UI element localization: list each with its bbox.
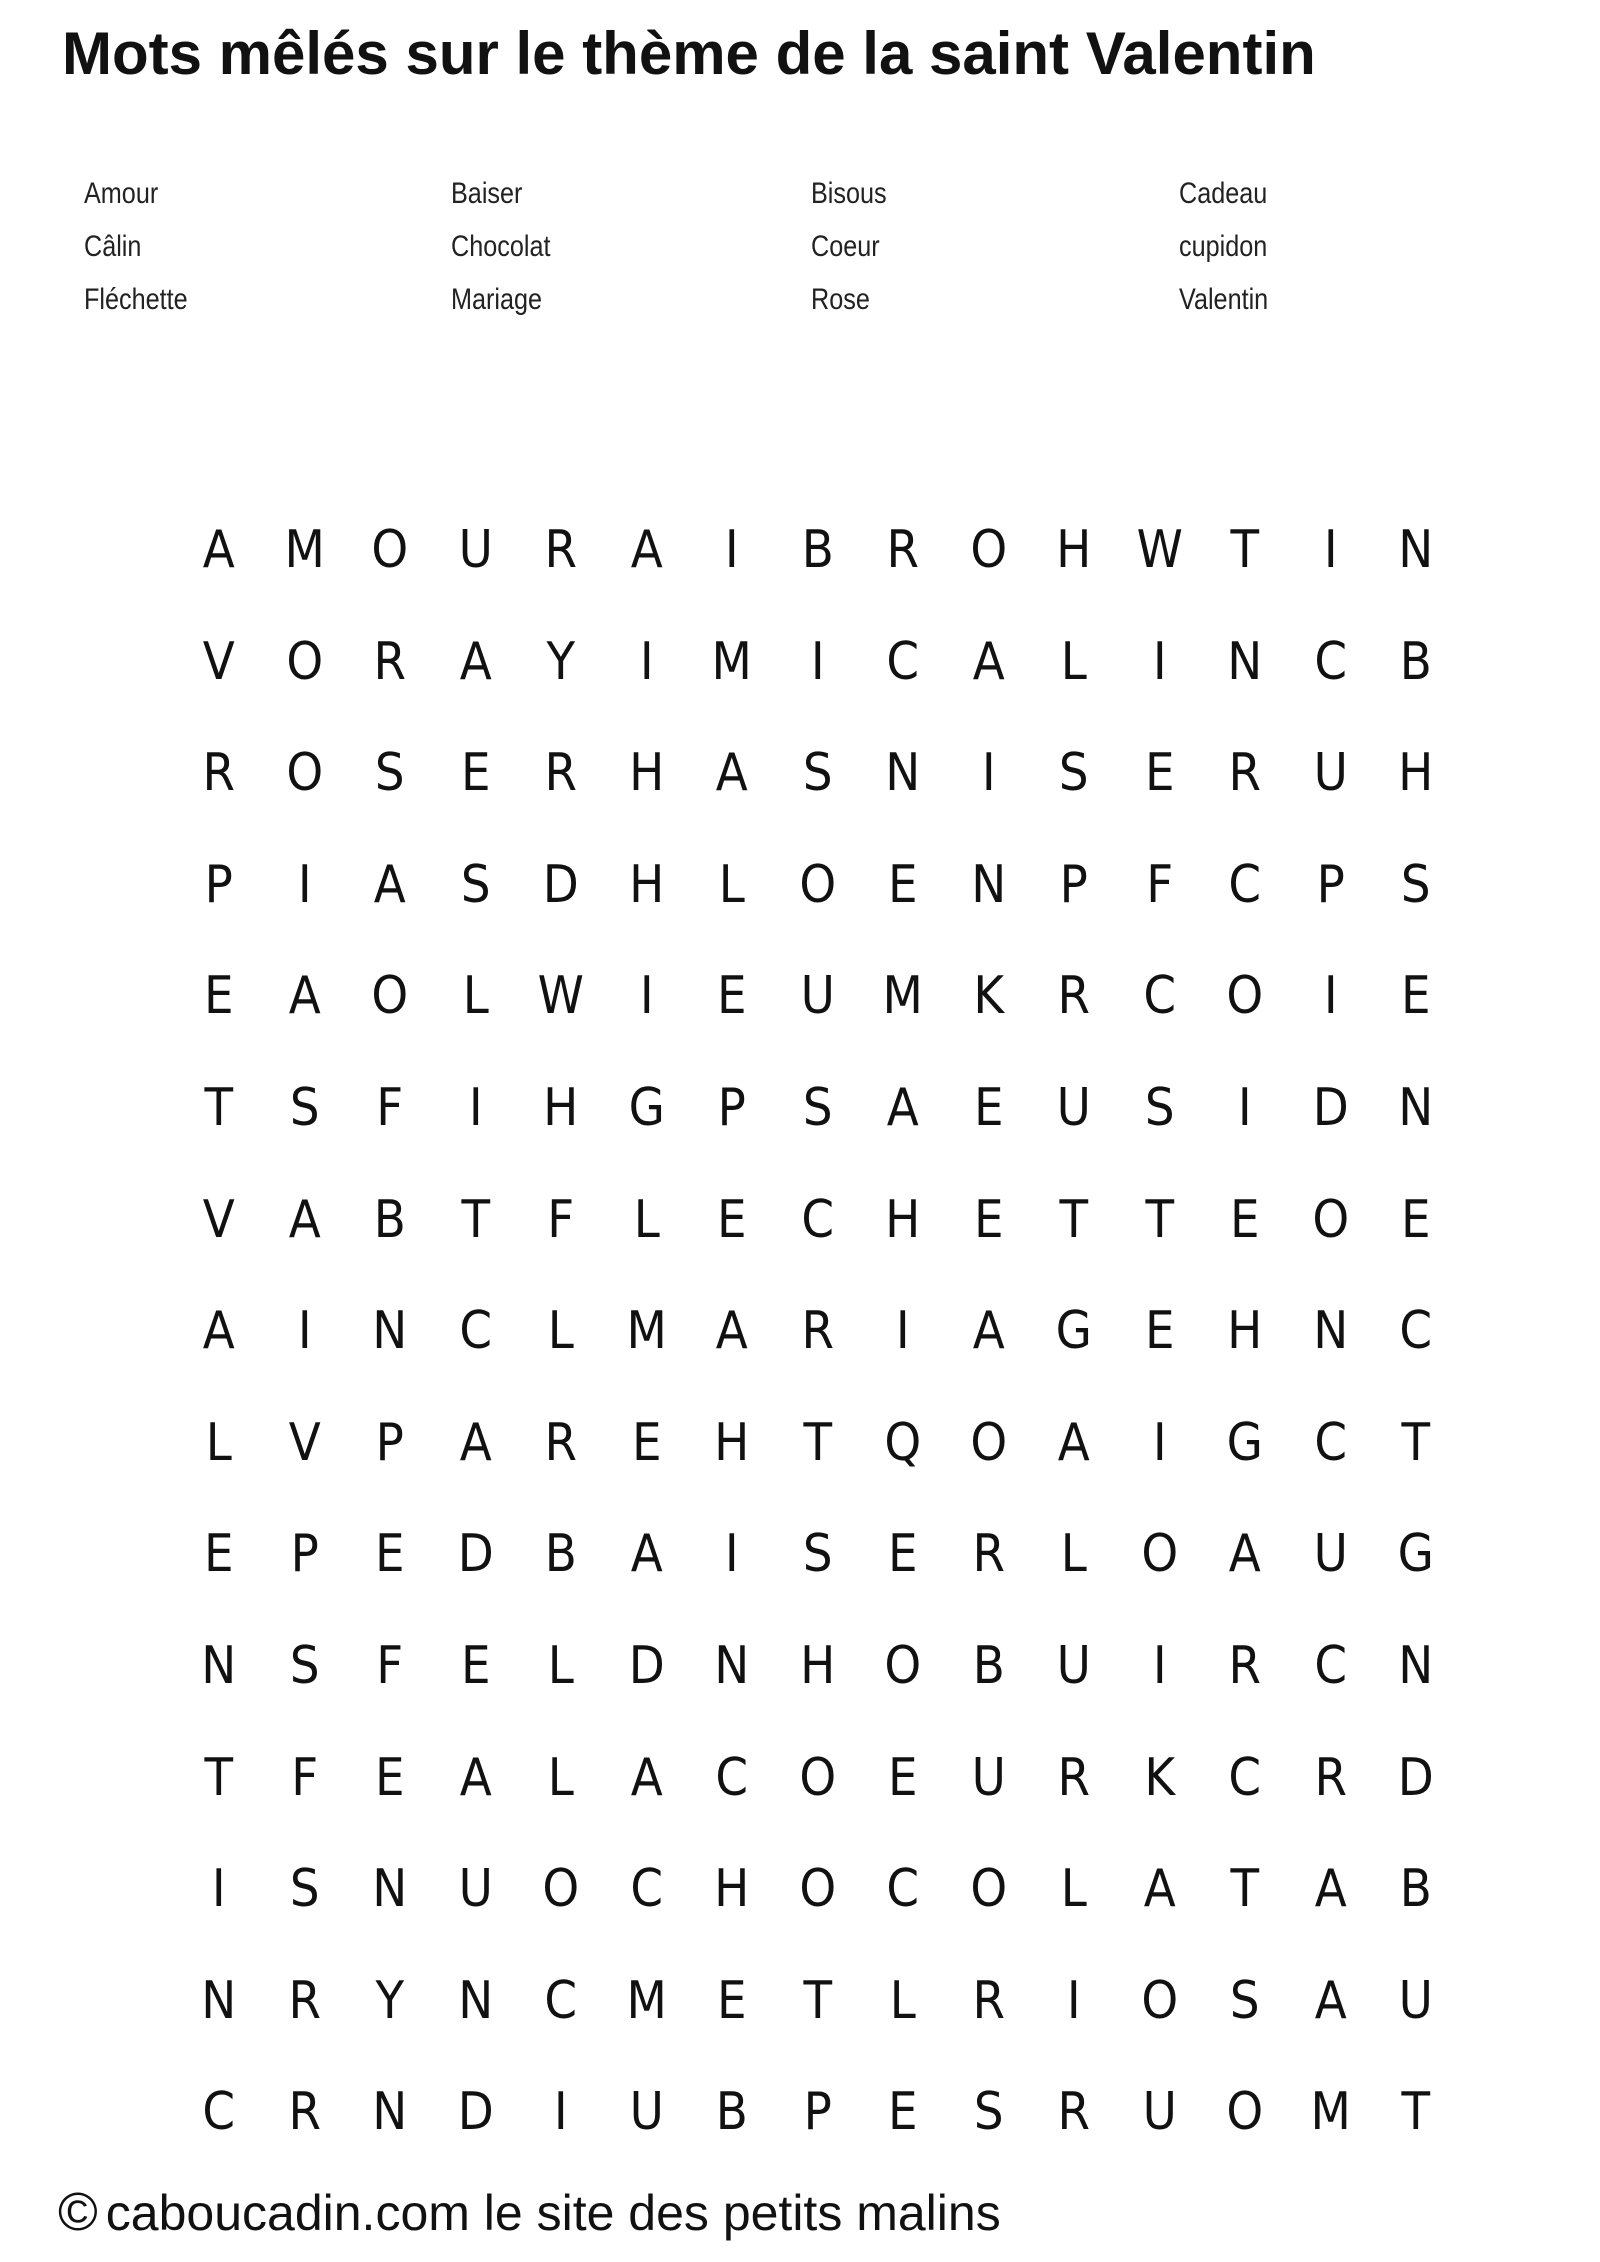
grid-letter: C <box>886 631 920 692</box>
grid-letter: O <box>884 1635 922 1696</box>
grid-letter: I <box>639 631 654 692</box>
grid-letter: N <box>1398 1635 1434 1696</box>
grid-letter: E <box>716 1970 747 2031</box>
grid-letter: A <box>1143 1859 1176 1920</box>
grid-letter: L <box>718 854 745 915</box>
grid-letter: R <box>1057 1747 1091 1808</box>
grid-letter: T <box>204 1077 234 1138</box>
grid-letter: T <box>1059 1189 1089 1250</box>
grid-letter: G <box>628 1077 665 1138</box>
grid-letter: V <box>202 631 235 692</box>
grid-letter: D <box>1312 1077 1349 1138</box>
word-list-item: Chocolat <box>451 230 551 263</box>
grid-letter: D <box>457 1524 494 1585</box>
grid-letter: M <box>1310 2082 1351 2143</box>
grid-letter: M <box>284 520 325 580</box>
grid-letter: I <box>1323 520 1338 580</box>
grid-letter: L <box>547 1301 574 1362</box>
grid-letter: A <box>886 1077 919 1138</box>
grid-letter: R <box>1057 966 1091 1027</box>
grid-letter: H <box>628 743 664 804</box>
grid-letter: I <box>1066 1970 1081 2031</box>
grid-letter: I <box>810 631 825 692</box>
grid-letter: H <box>1227 1301 1263 1362</box>
grid-letter: U <box>458 520 493 580</box>
grid-letter: E <box>1229 1189 1260 1250</box>
grid-letter: Y <box>546 631 576 692</box>
grid-letter: E <box>973 1189 1004 1250</box>
grid-letter: R <box>1228 743 1262 804</box>
grid-letter: A <box>373 854 406 915</box>
grid-letter: B <box>801 520 834 580</box>
grid-letter: A <box>1314 1970 1347 2031</box>
grid-letter: R <box>971 1524 1005 1585</box>
grid-letter: I <box>1152 631 1167 692</box>
grid-letter: O <box>285 743 323 804</box>
grid-letter: U <box>1313 1524 1348 1585</box>
grid-letter: L <box>633 1189 660 1250</box>
grid-letter: D <box>1397 1747 1434 1808</box>
grid-letter: C <box>1228 854 1262 915</box>
grid-letter: R <box>544 520 578 580</box>
grid-letter: S <box>1058 743 1089 804</box>
grid-letter: P <box>375 1412 404 1473</box>
grid-letter: U <box>800 966 835 1027</box>
grid-letter: A <box>288 1189 321 1250</box>
grid-letter: V <box>202 1189 235 1250</box>
grid-letter: N <box>201 1970 237 2031</box>
grid-letter: I <box>1152 1635 1167 1696</box>
grid-letter: E <box>631 1412 662 1473</box>
grid-letter: A <box>1057 1412 1090 1473</box>
grid-letter: D <box>628 1635 665 1696</box>
letter-grid <box>176 513 1459 2187</box>
grid-letter: R <box>287 2082 321 2143</box>
grid-letter: S <box>973 2082 1004 2143</box>
grid-letter: E <box>374 1747 405 1808</box>
grid-letter: U <box>1056 1635 1091 1696</box>
grid-letter: C <box>1142 966 1176 1027</box>
grid-letter: O <box>1311 1189 1349 1250</box>
grid-letter: C <box>1399 1301 1433 1362</box>
grid-letter: O <box>1226 2082 1264 2143</box>
word-list <box>84 167 1444 326</box>
grid-letter: L <box>547 1635 574 1696</box>
grid-letter: F <box>1145 854 1173 915</box>
grid-letter: B <box>1399 631 1432 692</box>
grid-letter: S <box>460 854 491 915</box>
grid-letter: E <box>887 2082 918 2143</box>
footer-text: caboucadin.com le site des petits malins <box>105 2185 1001 2241</box>
grid-letter: U <box>971 1747 1006 1808</box>
grid-letter: T <box>802 1412 832 1473</box>
grid-letter: I <box>724 520 739 580</box>
grid-letter: A <box>288 966 321 1027</box>
grid-letter: E <box>1144 743 1175 804</box>
grid-letter: I <box>211 1859 226 1920</box>
grid-letter: D <box>542 854 579 915</box>
grid-letter: H <box>628 854 664 915</box>
grid-letter: C <box>886 1859 920 1920</box>
grid-letter: M <box>882 966 923 1027</box>
grid-letter: R <box>202 743 236 804</box>
grid-letter: T <box>1230 520 1260 580</box>
grid-letter: E <box>1144 1301 1175 1362</box>
grid-letter: T <box>802 1970 832 2031</box>
grid-letter: B <box>715 2082 748 2143</box>
grid-letter: H <box>885 1189 921 1250</box>
grid-letter: P <box>290 1524 319 1585</box>
grid-letter: E <box>203 966 234 1027</box>
grid-letter: E <box>716 966 747 1027</box>
grid-letter: B <box>373 1189 406 1250</box>
grid-letter: G <box>1397 1524 1434 1585</box>
grid-letter: S <box>289 1635 320 1696</box>
grid-letter: H <box>714 1859 750 1920</box>
grid-letter: Q <box>884 1412 922 1473</box>
grid-letter: R <box>544 743 578 804</box>
grid-letter: O <box>285 631 323 692</box>
grid-letter: U <box>1056 1077 1091 1138</box>
grid-letter: T <box>1401 2082 1431 2143</box>
grid-letter: I <box>724 1524 739 1585</box>
word-list-item: Baiser <box>451 177 523 210</box>
grid-letter: U <box>629 2082 664 2143</box>
grid-letter: F <box>547 1189 575 1250</box>
grid-letter: N <box>885 743 921 804</box>
grid-letter: E <box>1400 966 1431 1027</box>
grid-letter: R <box>800 1301 834 1362</box>
grid-letter: A <box>459 631 492 692</box>
grid-letter: R <box>1057 2082 1091 2143</box>
grid-letter: E <box>460 743 491 804</box>
grid-letter: S <box>802 1524 833 1585</box>
grid-letter: O <box>798 1747 836 1808</box>
grid-letter: E <box>716 1189 747 1250</box>
grid-letter: S <box>289 1077 320 1138</box>
copyright-icon: © <box>58 2182 98 2242</box>
grid-letter: E <box>887 1524 918 1585</box>
grid-letter: H <box>714 1412 750 1473</box>
word-list-item: Rose <box>811 283 870 316</box>
grid-letter: E <box>460 1635 491 1696</box>
grid-letter: I <box>981 743 996 804</box>
grid-letter: N <box>457 1970 493 2031</box>
grid-letter: I <box>297 1301 312 1362</box>
grid-letter: Y <box>375 1970 405 2031</box>
grid-letter: A <box>715 743 748 804</box>
grid-letter: U <box>1398 1970 1433 2031</box>
grid-letter: H <box>1056 520 1092 580</box>
grid-letter: N <box>714 1635 750 1696</box>
grid-letter: F <box>376 1077 404 1138</box>
grid-letter: I <box>553 2082 568 2143</box>
grid-letter: A <box>972 631 1005 692</box>
grid-letter: U <box>1313 743 1348 804</box>
grid-letter: E <box>973 1077 1004 1138</box>
word-list-item: Bisous <box>811 177 887 210</box>
grid-letter: C <box>715 1747 749 1808</box>
grid-letter: H <box>543 1077 579 1138</box>
grid-letter: K <box>1143 1747 1175 1808</box>
grid-letter: G <box>1226 1412 1263 1473</box>
grid-letter: E <box>374 1524 405 1585</box>
grid-letter: I <box>1323 966 1338 1027</box>
grid-letter: F <box>376 1635 404 1696</box>
grid-letter: D <box>457 2082 494 2143</box>
grid-letter: A <box>715 1301 748 1362</box>
grid-letter: I <box>639 966 654 1027</box>
grid-letter: O <box>798 854 836 915</box>
grid-letter: U <box>458 1859 493 1920</box>
grid-letter: L <box>547 1747 574 1808</box>
page-title: Mots mêlés sur le thème de la saint Valentin <box>62 20 1316 87</box>
grid-letter: A <box>459 1412 492 1473</box>
grid-letter: O <box>969 1412 1007 1473</box>
grid-letter: V <box>288 1412 321 1473</box>
grid-letter: I <box>895 1301 910 1362</box>
grid-letter: O <box>969 1859 1007 1920</box>
grid-letter: C <box>544 1970 578 2031</box>
grid-letter: A <box>630 1524 663 1585</box>
grid-letter: R <box>544 1412 578 1473</box>
grid-letter: L <box>1060 1524 1087 1585</box>
grid-letter: R <box>1313 1747 1347 1808</box>
word-list-item: Cadeau <box>1179 177 1268 210</box>
grid-letter: O <box>1140 1970 1178 2031</box>
grid-letter: S <box>374 743 405 804</box>
grid-letter: C <box>1313 1412 1347 1473</box>
grid-letter: E <box>203 1524 234 1585</box>
grid-letter: F <box>290 1747 318 1808</box>
grid-letter: P <box>204 854 233 915</box>
grid-letter: C <box>1313 631 1347 692</box>
grid-letter: R <box>886 520 920 580</box>
grid-letter: P <box>717 1077 746 1138</box>
grid-letter: M <box>626 1301 667 1362</box>
grid-letter: O <box>969 520 1007 580</box>
grid-letter: L <box>462 966 489 1027</box>
grid-letter: S <box>1229 1970 1260 2031</box>
grid-letter: E <box>1400 1189 1431 1250</box>
grid-letter: M <box>626 1970 667 2031</box>
grid-letter: C <box>202 2082 236 2143</box>
grid-letter: R <box>1228 1635 1262 1696</box>
grid-letter: P <box>1316 854 1345 915</box>
grid-letter: L <box>1060 1859 1087 1920</box>
grid-letter: T <box>204 1747 234 1808</box>
grid-letter: O <box>1140 1524 1178 1585</box>
grid-letter: I <box>1152 1412 1167 1473</box>
word-list-item: Coeur <box>811 230 880 263</box>
grid-letter: A <box>202 520 235 580</box>
grid-letter: N <box>372 2082 408 2143</box>
grid-letter: N <box>1312 1301 1348 1362</box>
grid-letter: A <box>459 1747 492 1808</box>
grid-letter: L <box>205 1412 232 1473</box>
grid-letter: S <box>1144 1077 1175 1138</box>
grid-letter: B <box>544 1524 577 1585</box>
grid-letter: S <box>289 1859 320 1920</box>
grid-letter: N <box>1227 631 1263 692</box>
grid-letter: C <box>1313 1635 1347 1696</box>
grid-letter: A <box>630 520 663 580</box>
grid-letter: T <box>1144 1189 1174 1250</box>
grid-letter: T <box>1230 1859 1260 1920</box>
grid-letter: E <box>887 1747 918 1808</box>
grid-letter: K <box>972 966 1004 1027</box>
grid-letter: O <box>542 1859 580 1920</box>
grid-letter: O <box>371 520 409 580</box>
grid-letter: C <box>458 1301 492 1362</box>
grid-letter: B <box>972 1635 1005 1696</box>
grid-letter: P <box>1059 854 1088 915</box>
grid-letter: I <box>1237 1077 1252 1138</box>
grid-letter: S <box>802 743 833 804</box>
footer <box>58 2176 1001 2249</box>
grid-letter: O <box>371 966 409 1027</box>
grid-letter: A <box>1314 1859 1347 1920</box>
grid-letter: E <box>887 854 918 915</box>
grid-letter: I <box>468 1077 483 1138</box>
grid-letter: G <box>1055 1301 1092 1362</box>
grid-letter: N <box>1398 1077 1434 1138</box>
grid-letter: N <box>970 854 1006 915</box>
grid-letter: N <box>372 1301 408 1362</box>
grid-letter: B <box>1399 1859 1432 1920</box>
grid-letter: S <box>802 1077 833 1138</box>
word-list-item: Valentin <box>1179 283 1269 316</box>
grid-letter: A <box>972 1301 1005 1362</box>
grid-letter: I <box>297 854 312 915</box>
grid-letter: R <box>971 1970 1005 2031</box>
word-list-item: cupidon <box>1179 230 1268 263</box>
grid-letter: W <box>537 966 584 1027</box>
word-list-item: Fléchette <box>84 283 188 316</box>
grid-letter: U <box>1142 2082 1177 2143</box>
grid-letter: T <box>460 1189 490 1250</box>
grid-letter: N <box>201 1635 237 1696</box>
grid-letter: A <box>630 1747 663 1808</box>
grid-letter: H <box>799 1635 835 1696</box>
grid-letter: C <box>1228 1747 1262 1808</box>
grid-letter: P <box>803 2082 832 2143</box>
grid-letter: O <box>1226 966 1264 1027</box>
grid-letter: N <box>372 1859 408 1920</box>
grid-letter: H <box>1398 743 1434 804</box>
word-list-item: Amour <box>84 177 159 210</box>
grid-letter: R <box>287 1970 321 2031</box>
grid-letter: S <box>1400 854 1431 915</box>
grid-letter: C <box>629 1859 663 1920</box>
grid-letter: C <box>800 1189 834 1250</box>
grid-letter: N <box>1398 520 1434 580</box>
grid-letter: O <box>798 1859 836 1920</box>
grid-letter: R <box>373 631 407 692</box>
word-list-item: Câlin <box>84 230 142 263</box>
grid-letter: L <box>889 1970 916 2031</box>
grid-letter: M <box>711 631 752 692</box>
grid-letter: W <box>1136 520 1183 580</box>
grid-letter: T <box>1401 1412 1431 1473</box>
word-list-item: Mariage <box>451 283 543 316</box>
grid-letter: A <box>202 1301 235 1362</box>
grid-letter: A <box>1228 1524 1261 1585</box>
grid-letter: L <box>1060 631 1087 692</box>
